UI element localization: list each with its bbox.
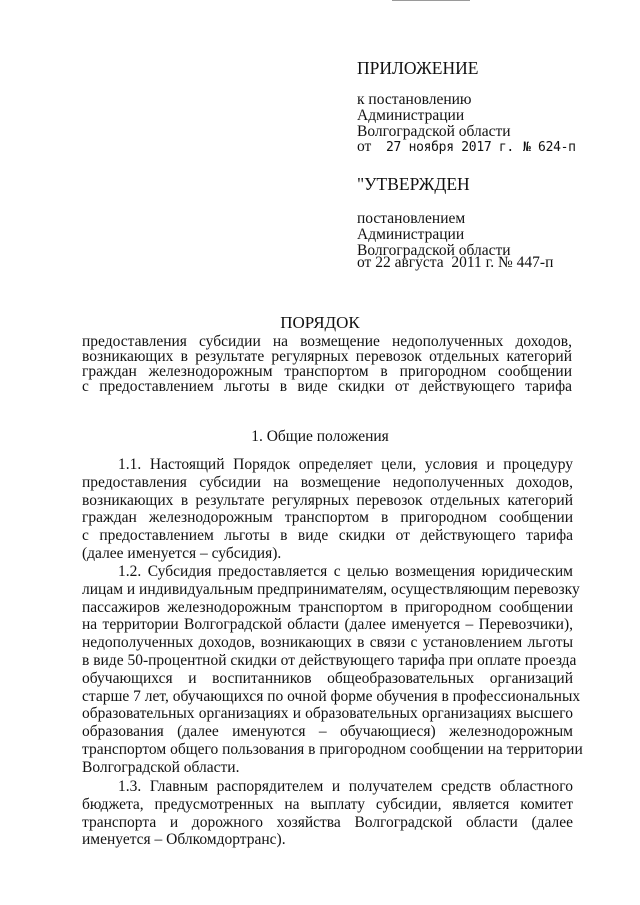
annex-date: 27 ноября 2017 г.: [386, 140, 514, 155]
section-title: 1. Общие положения: [251, 428, 389, 445]
paragraph-line: предоставления субсидии на возмещение недополученных доходов,: [82, 473, 573, 491]
paragraph-line: лицам и индивидуальным предпринимателям, осуществляющим перевозку: [82, 580, 580, 598]
annex-number: № 624-п: [523, 140, 576, 155]
paragraph-line: образовательных организациях и образовательных организациях высшего: [82, 705, 573, 723]
document-title: ПОРЯДОК: [280, 313, 360, 332]
scan-edge-mark: [392, 0, 470, 1]
approved-line: Администрации: [357, 226, 465, 243]
annex-line: Администрации: [357, 107, 465, 124]
subtitle-line: граждан железнодорожным транспортом в пригородном сообщении: [82, 363, 572, 380]
paragraph-line: 1.2. Субсидия предоставляется с целью возмещения юридическим: [118, 563, 573, 580]
paragraph-line: на территории Волгоградской области (далее именуется – Перевозчики),: [82, 616, 573, 634]
subtitle-line: предоставления субсидии на возмещение недополученных доходов,: [82, 333, 572, 350]
paragraph-line: возникающих в результате регулярных перевозок отдельных категорий: [82, 491, 573, 509]
paragraph-line: 1.1. Настоящий Порядок определяет цели, условия и процедуру: [118, 456, 573, 473]
approved-lines: [357, 211, 597, 259]
paragraph-line: пассажиров железнодорожным транспортом в пригородном сообщении: [82, 598, 573, 616]
paragraph-1-2: [82, 563, 583, 777]
paragraph-line: бюджета, предусмотренных на выплату субсидии, является комитет: [82, 795, 573, 813]
paragraph-line: транспортом общего пользования в пригородном сообщении на территории: [82, 740, 583, 758]
approved-title: "УТВЕРЖДЕН: [357, 174, 470, 194]
paragraph-line: именуется – Облкомдортранс).: [82, 831, 286, 849]
paragraph-line: 1.3. Главным распорядителем и получателем средств областного: [118, 778, 573, 795]
annex-line: Волгоградской области: [357, 123, 511, 140]
paragraph-line: недополученных доходов, возникающих в связи с установлением льготы: [82, 634, 573, 652]
approved-line: Волгоградской области: [357, 242, 511, 259]
paragraph-line: образования (далее именуются – обучающиеся) железнодорожным: [82, 723, 573, 741]
subtitle-line: с предоставлением льготы в виде скидки от действующего тарифа: [82, 378, 572, 395]
approved-date-line: от 22 августа 2011 г. № 447-п: [357, 254, 554, 271]
paragraph-1-3: [82, 778, 573, 849]
paragraph-line: Волгоградской области.: [82, 758, 240, 776]
subtitle-line: возникающих в результате регулярных перевозок отдельных категорий: [82, 348, 572, 365]
paragraph-line: в виде 50-процентной скидки от действующего тарифа при оплате проезда: [82, 651, 577, 669]
annex-line: к постановлению: [357, 91, 472, 108]
paragraph-line: граждан железнодорожным транспортом в пригородном сообщении: [82, 509, 573, 527]
paragraph-line: с предоставлением льготы в виде скидки от действующего тарифа: [82, 527, 573, 545]
paragraph-line: старше 7 лет, обучающихся по очной форме обучения в профессиональных: [82, 687, 581, 705]
approved-line: постановлением: [357, 210, 466, 227]
paragraph-1-1: [82, 456, 573, 563]
document-subtitle: [82, 334, 572, 394]
annex-date-prefix: от: [357, 138, 372, 155]
paragraph-line: (далее именуется – субсидия).: [82, 544, 282, 562]
annex-lines: [357, 92, 597, 140]
paragraph-line: обучающихся и воспитанников общеобразовательных организаций: [82, 669, 573, 687]
paragraph-line: транспорта и дорожного хозяйства Волгоградской области (далее: [82, 813, 573, 831]
annex-title: ПРИЛОЖЕНИЕ: [357, 58, 479, 78]
